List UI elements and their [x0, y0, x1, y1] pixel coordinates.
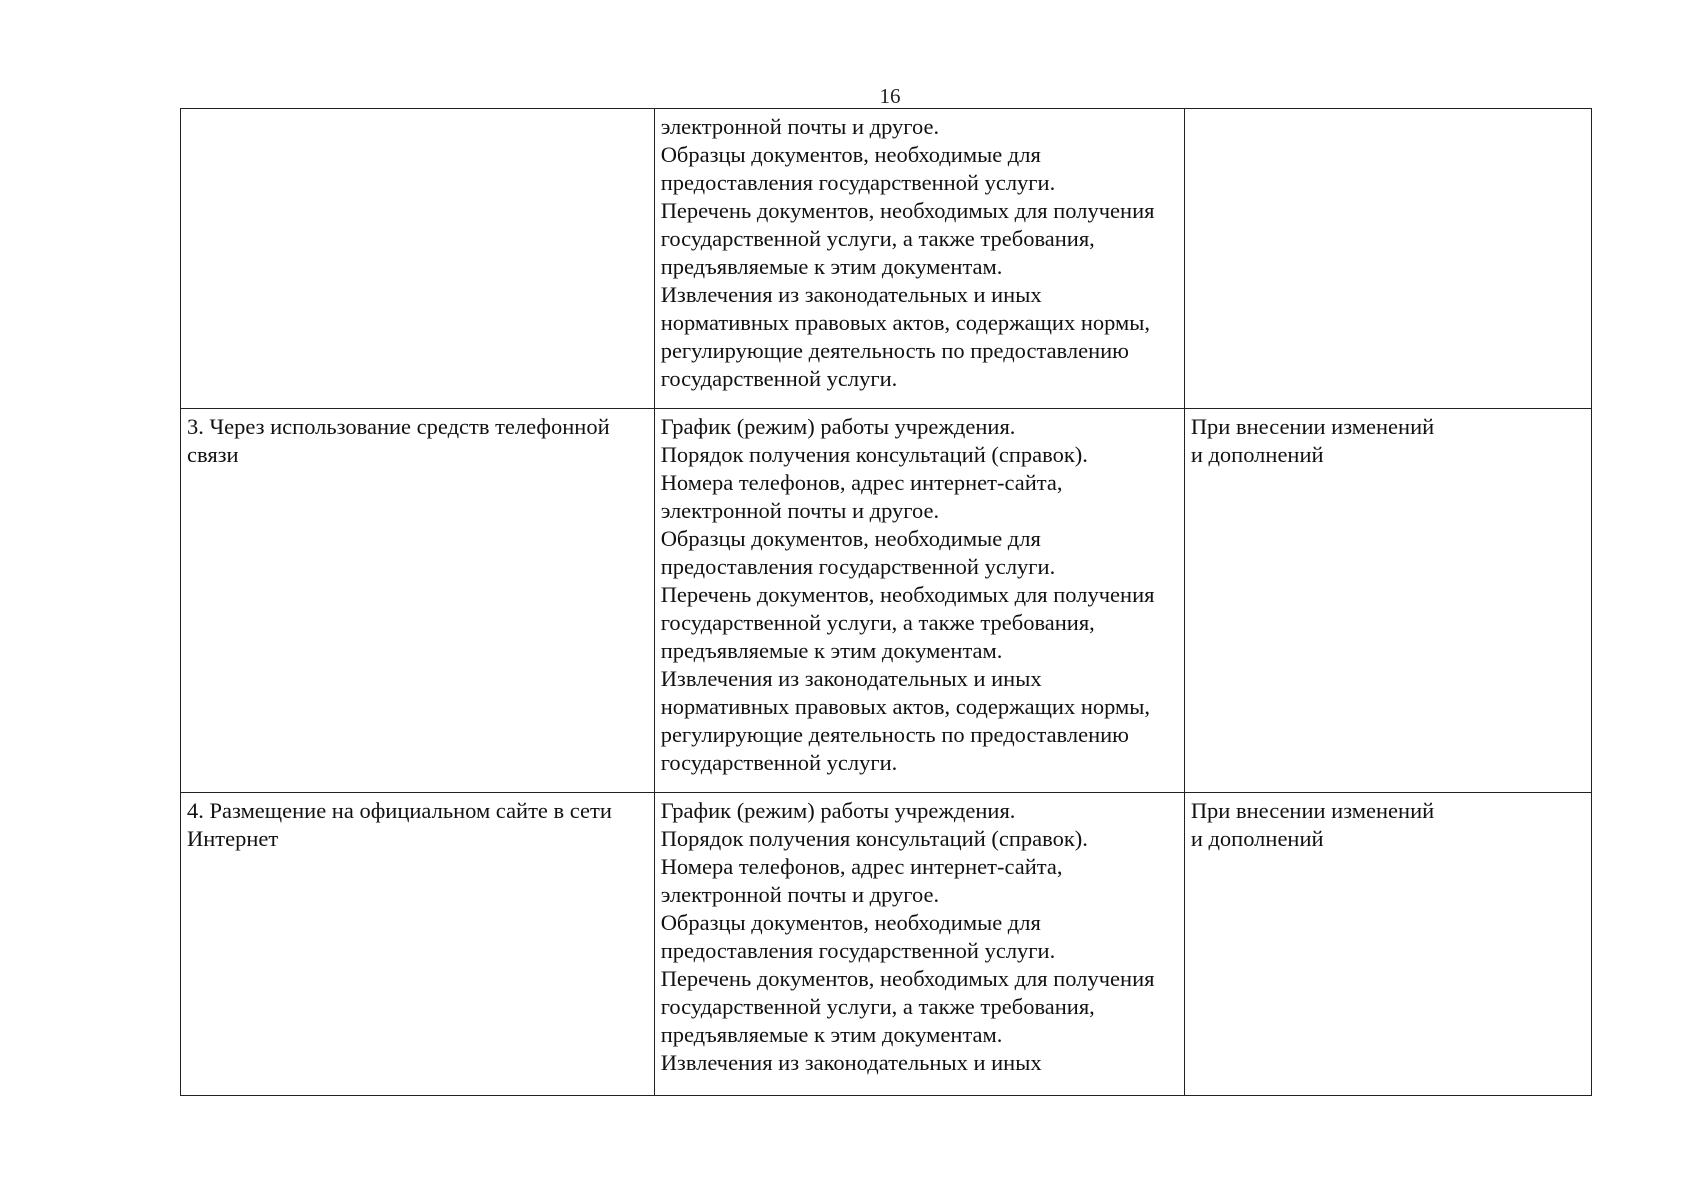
cell-content-line: Перечень документов, необходимых для получения	[660, 582, 1155, 607]
cell-method	[181, 409, 655, 793]
cell-content-line: Образцы документов, необходимые для	[660, 910, 1041, 935]
cell-content-line: Номера телефонов, адрес интернет-сайта,	[660, 470, 1063, 495]
cell-content-line: нормативных правовых актов, содержащих нормы,	[660, 310, 1151, 335]
cell-content-line: государственной услуги, а также требования,	[660, 226, 1095, 251]
cell-content-line: Перечень документов, необходимых для получения	[660, 966, 1155, 991]
cell-content-line: предъявляемые к этим документам.	[660, 638, 1003, 663]
cell-update-period	[1184, 793, 1591, 1096]
cell-method-line: Интернет	[187, 826, 279, 851]
cell-content-line: предоставления государственной услуги.	[660, 938, 1056, 963]
cell-content-line: Порядок получения консультаций (справок).	[660, 442, 1088, 467]
cell-content-line: График (режим) работы учреждения.	[660, 798, 1016, 823]
table-row	[181, 793, 1592, 1096]
cell-content	[654, 793, 1184, 1096]
cell-content-line: регулирующие деятельность по предоставлению	[660, 338, 1129, 363]
cell-content-line: электронной почты и другое.	[660, 882, 940, 907]
cell-update-period	[1184, 109, 1591, 409]
cell-content-line: нормативных правовых актов, содержащих нормы,	[660, 694, 1151, 719]
cell-content-line: Извлечения из законодательных и иных	[660, 282, 1042, 307]
cell-content	[654, 109, 1184, 409]
cell-content-line: предоставления государственной услуги.	[660, 554, 1056, 579]
cell-content-line: государственной услуги, а также требования,	[660, 610, 1095, 635]
cell-content-line: Образцы документов, необходимые для	[660, 526, 1041, 551]
cell-update-period-line: и дополнений	[1190, 442, 1324, 467]
cell-method-line: 4. Размещение на официальном сайте в сети	[187, 798, 612, 823]
table-row	[181, 409, 1592, 793]
cell-update-period-line: При внесении изменений	[1190, 798, 1435, 823]
cell-content-line: государственной услуги.	[660, 750, 898, 775]
cell-content-line: предоставления государственной услуги.	[660, 170, 1056, 195]
cell-method	[181, 793, 655, 1096]
page-number: 16	[879, 84, 901, 108]
cell-content-line: Номера телефонов, адрес интернет-сайта,	[660, 854, 1063, 879]
cell-content-line: Извлечения из законодательных и иных	[660, 1050, 1042, 1075]
cell-content-line: государственной услуги, а также требования,	[660, 994, 1095, 1019]
cell-content-line: регулирующие деятельность по предоставлению	[660, 722, 1129, 747]
cell-content-line: Извлечения из законодательных и иных	[660, 666, 1042, 691]
cell-content-line: государственной услуги.	[660, 366, 898, 391]
cell-method-line: 3. Через использование средств телефонной	[187, 414, 610, 439]
cell-content-line: Порядок получения консультаций (справок).	[660, 826, 1088, 851]
cell-content-line: предъявляемые к этим документам.	[660, 1022, 1003, 1047]
cell-content-line: Перечень документов, необходимых для получения	[660, 198, 1155, 223]
cell-content-line: электронной почты и другое.	[660, 498, 940, 523]
cell-method	[181, 109, 655, 409]
cell-content-line: График (режим) работы учреждения.	[660, 414, 1016, 439]
cell-update-period	[1184, 409, 1591, 793]
table-body	[181, 109, 1592, 1096]
table-row	[181, 109, 1592, 409]
cell-update-period-line: При внесении изменений	[1190, 414, 1435, 439]
information-methods-table	[180, 108, 1592, 1096]
cell-content-line: предъявляемые к этим документам.	[660, 254, 1003, 279]
cell-method-line: связи	[187, 442, 239, 467]
cell-update-period-line: и дополнений	[1190, 826, 1324, 851]
cell-content-line: Образцы документов, необходимые для	[660, 142, 1041, 167]
cell-content-line: электронной почты и другое.	[660, 114, 940, 139]
cell-content	[654, 409, 1184, 793]
